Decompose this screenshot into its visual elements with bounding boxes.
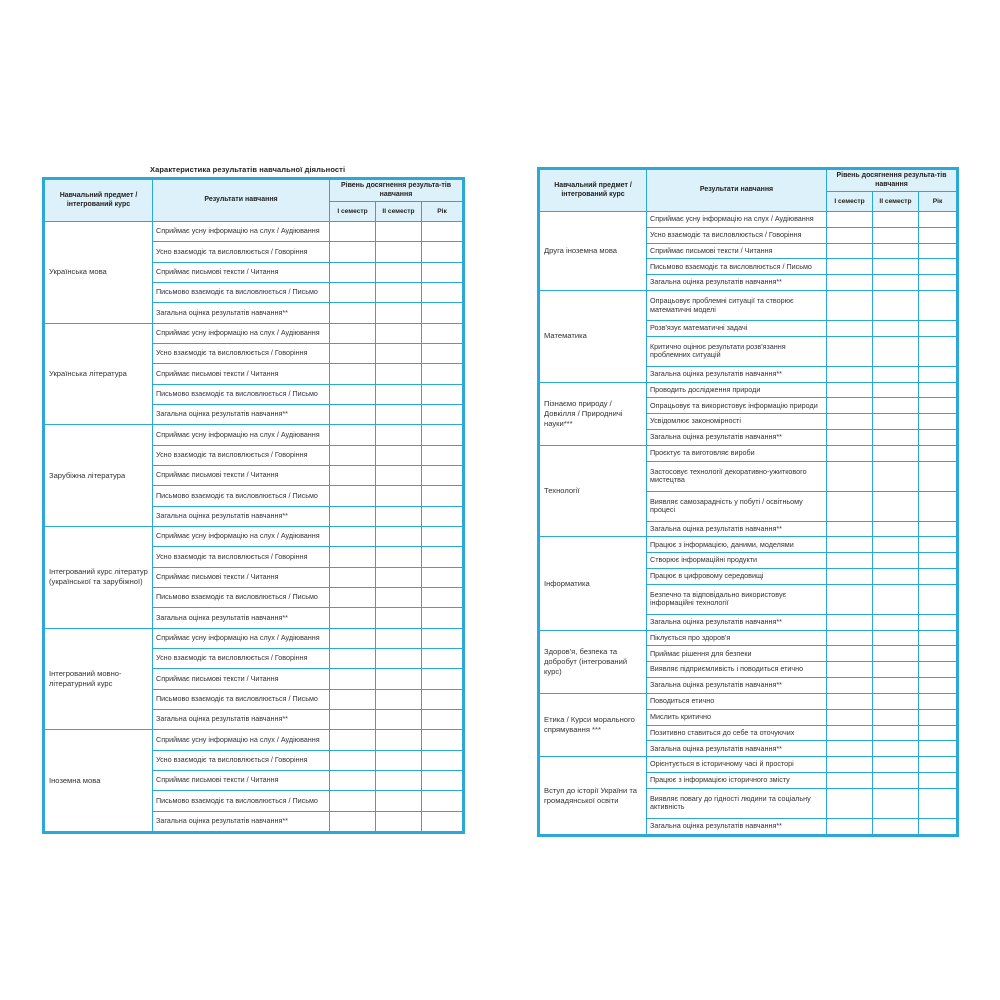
semester-2-cell[interactable] bbox=[376, 750, 422, 770]
result-cell: Виявляє підприємливість і поводиться етично bbox=[647, 662, 827, 678]
result-cell: Сприймає письмові тексти / Читання bbox=[153, 262, 330, 282]
semester-2-cell[interactable] bbox=[873, 741, 919, 757]
semester-2-cell[interactable] bbox=[873, 569, 919, 585]
result-cell: Проводить дослідження природи bbox=[647, 382, 827, 398]
table-row bbox=[540, 537, 957, 553]
table-row bbox=[45, 628, 463, 648]
year-cell[interactable] bbox=[919, 212, 957, 228]
year-cell[interactable] bbox=[422, 222, 463, 242]
semester-2-cell[interactable] bbox=[376, 404, 422, 424]
result-cell: Створює інформаційні продукти bbox=[647, 553, 827, 569]
result-cell: Поводиться етично bbox=[647, 693, 827, 709]
result-cell: Усно взаємодіє та висловлюється / Говоріння bbox=[153, 648, 330, 668]
year-cell[interactable] bbox=[919, 445, 957, 461]
subject-cell: Інтегрований мовно-літературний курс bbox=[45, 628, 153, 730]
result-cell: Усно взаємодіє та висловлюється / Говоріння bbox=[153, 242, 330, 262]
semester-1-cell[interactable] bbox=[330, 689, 376, 709]
year-cell[interactable] bbox=[422, 364, 463, 384]
year-cell[interactable] bbox=[422, 506, 463, 526]
year-cell[interactable] bbox=[422, 770, 463, 790]
year-cell[interactable] bbox=[422, 465, 463, 485]
year-cell[interactable] bbox=[919, 321, 957, 337]
subject-column-header: Навчальний предмет / інтегрований курс bbox=[540, 170, 647, 212]
subject-cell: Друга іноземна мова bbox=[540, 212, 647, 291]
semester-2-cell[interactable] bbox=[376, 486, 422, 506]
year-cell[interactable] bbox=[919, 521, 957, 537]
year-cell[interactable] bbox=[919, 227, 957, 243]
semester-2-cell[interactable] bbox=[376, 709, 422, 729]
year-cell[interactable] bbox=[422, 730, 463, 750]
year-cell[interactable] bbox=[919, 398, 957, 414]
year-cell[interactable] bbox=[919, 366, 957, 382]
result-cell: Письмово взаємодіє та висловлюється / Письмо bbox=[153, 689, 330, 709]
result-cell: Письмово взаємодіє та висловлюється / Письмо bbox=[153, 791, 330, 811]
result-cell: Сприймає усну інформацію на слух / Аудіювання bbox=[153, 526, 330, 546]
table-row bbox=[45, 222, 463, 242]
semester-1-cell[interactable] bbox=[827, 430, 873, 446]
result-cell: Загальна оцінка результатів навчання** bbox=[153, 608, 330, 628]
semester-2-cell[interactable] bbox=[376, 262, 422, 282]
subject-cell: Етика / Курси морального спрямування *** bbox=[540, 693, 647, 756]
result-cell: Загальна оцінка результатів навчання** bbox=[647, 430, 827, 446]
semester-2-cell[interactable] bbox=[376, 730, 422, 750]
semester-2-cell[interactable] bbox=[376, 648, 422, 668]
result-cell: Сприймає усну інформацію на слух / Аудіювання bbox=[647, 212, 827, 228]
result-cell: Критично оцінює результати розв'язання проблемних ситуацій bbox=[647, 336, 827, 366]
semester-1-header: I семестр bbox=[330, 202, 376, 222]
result-cell: Сприймає усну інформацію на слух / Аудіювання bbox=[153, 323, 330, 343]
semester-1-cell[interactable] bbox=[330, 791, 376, 811]
semester-2-cell[interactable] bbox=[376, 364, 422, 384]
result-cell: Виявляє повагу до гідності людини та соціальну активність bbox=[647, 788, 827, 818]
semester-1-cell[interactable] bbox=[827, 321, 873, 337]
year-cell[interactable] bbox=[422, 750, 463, 770]
level-column-header: Рівень досягнення результа-тів навчання bbox=[330, 180, 463, 202]
semester-2-cell[interactable] bbox=[873, 818, 919, 834]
semester-1-cell[interactable] bbox=[330, 262, 376, 282]
semester-2-cell[interactable] bbox=[376, 445, 422, 465]
semester-1-cell[interactable] bbox=[827, 366, 873, 382]
semester-2-cell[interactable] bbox=[873, 382, 919, 398]
result-cell: Загальна оцінка результатів навчання** bbox=[153, 506, 330, 526]
semester-1-cell[interactable] bbox=[827, 521, 873, 537]
semester-2-cell[interactable] bbox=[873, 336, 919, 366]
semester-2-cell[interactable] bbox=[376, 608, 422, 628]
semester-2-cell[interactable] bbox=[873, 291, 919, 321]
subject-cell: Іноземна мова bbox=[45, 730, 153, 832]
semester-1-cell[interactable] bbox=[827, 725, 873, 741]
semester-1-cell[interactable] bbox=[827, 537, 873, 553]
semester-2-cell[interactable] bbox=[376, 791, 422, 811]
semester-1-cell[interactable] bbox=[827, 227, 873, 243]
table-row bbox=[45, 323, 463, 343]
subject-cell: Українська мова bbox=[45, 222, 153, 324]
semester-2-cell[interactable] bbox=[376, 669, 422, 689]
semester-2-cell[interactable] bbox=[376, 628, 422, 648]
semester-1-cell[interactable] bbox=[827, 693, 873, 709]
result-cell: Письмово взаємодіє та висловлюється / Письмо bbox=[153, 587, 330, 607]
semester-2-cell[interactable] bbox=[873, 709, 919, 725]
semester-2-cell[interactable] bbox=[873, 461, 919, 491]
year-cell[interactable] bbox=[422, 384, 463, 404]
semester-1-cell[interactable] bbox=[827, 291, 873, 321]
result-cell: Загальна оцінка результатів навчання** bbox=[647, 275, 827, 291]
table-row bbox=[540, 757, 957, 773]
semester-2-cell[interactable] bbox=[873, 537, 919, 553]
result-cell: Позитивно ставиться до себе та оточуючих bbox=[647, 725, 827, 741]
semester-2-cell[interactable] bbox=[376, 242, 422, 262]
year-cell[interactable] bbox=[422, 709, 463, 729]
year-cell[interactable] bbox=[919, 259, 957, 275]
year-cell[interactable] bbox=[422, 811, 463, 831]
subject-cell: Математика bbox=[540, 291, 647, 383]
semester-1-cell[interactable] bbox=[827, 461, 873, 491]
semester-1-cell[interactable] bbox=[827, 584, 873, 614]
semester-2-cell[interactable] bbox=[376, 689, 422, 709]
semester-1-cell[interactable] bbox=[330, 222, 376, 242]
semester-1-cell[interactable] bbox=[330, 425, 376, 445]
semester-1-cell[interactable] bbox=[827, 678, 873, 694]
level-column-header: Рівень досягнення результа-тів навчання bbox=[827, 170, 957, 192]
semester-2-cell[interactable] bbox=[873, 521, 919, 537]
year-header: Рік bbox=[919, 192, 957, 212]
result-cell: Письмово взаємодіє та висловлюється / Письмо bbox=[153, 282, 330, 302]
result-cell: Сприймає усну інформацію на слух / Аудіювання bbox=[153, 628, 330, 648]
semester-1-cell[interactable] bbox=[827, 491, 873, 521]
year-cell[interactable] bbox=[919, 646, 957, 662]
semester-1-cell[interactable] bbox=[330, 669, 376, 689]
year-cell[interactable] bbox=[919, 291, 957, 321]
result-cell: Приймає рішення для безпеки bbox=[647, 646, 827, 662]
result-cell: Сприймає усну інформацію на слух / Аудіювання bbox=[153, 222, 330, 242]
year-cell[interactable] bbox=[919, 818, 957, 834]
semester-1-cell[interactable] bbox=[827, 709, 873, 725]
year-cell[interactable] bbox=[919, 614, 957, 630]
table-row bbox=[45, 425, 463, 445]
result-cell: Усно взаємодіє та висловлюється / Говоріння bbox=[153, 547, 330, 567]
result-cell: Опрацьовує проблемні ситуації та створює математичні моделі bbox=[647, 291, 827, 321]
result-cell: Усно взаємодіє та висловлюється / Говоріння bbox=[153, 343, 330, 363]
year-cell[interactable] bbox=[422, 628, 463, 648]
semester-2-cell[interactable] bbox=[376, 282, 422, 302]
result-cell: Опрацьовує та використовує інформацію природи bbox=[647, 398, 827, 414]
semester-1-cell[interactable] bbox=[330, 526, 376, 546]
year-cell[interactable] bbox=[919, 461, 957, 491]
left-assessment-table bbox=[42, 177, 465, 834]
subject-cell: Зарубіжна література bbox=[45, 425, 153, 527]
result-cell: Сприймає письмові тексти / Читання bbox=[153, 364, 330, 384]
semester-1-cell[interactable] bbox=[827, 646, 873, 662]
semester-1-cell[interactable] bbox=[330, 364, 376, 384]
semester-2-cell[interactable] bbox=[873, 678, 919, 694]
semester-2-cell[interactable] bbox=[376, 587, 422, 607]
year-cell[interactable] bbox=[422, 303, 463, 323]
subject-cell: Здоров'я, безпека та добробут (інтегрований курс) bbox=[540, 630, 647, 693]
table-row bbox=[540, 212, 957, 228]
result-cell: Усвідомлює закономірності bbox=[647, 414, 827, 430]
year-cell[interactable] bbox=[422, 587, 463, 607]
semester-2-cell[interactable] bbox=[873, 693, 919, 709]
table-row bbox=[540, 382, 957, 398]
semester-1-cell[interactable] bbox=[330, 587, 376, 607]
semester-2-cell[interactable] bbox=[873, 725, 919, 741]
year-cell[interactable] bbox=[919, 662, 957, 678]
subject-cell: Інформатика bbox=[540, 537, 647, 630]
semester-2-cell[interactable] bbox=[873, 212, 919, 228]
subject-cell: Українська література bbox=[45, 323, 153, 425]
year-cell[interactable] bbox=[919, 709, 957, 725]
year-cell[interactable] bbox=[919, 243, 957, 259]
semester-1-cell[interactable] bbox=[330, 323, 376, 343]
semester-1-cell[interactable] bbox=[330, 404, 376, 424]
year-cell[interactable] bbox=[422, 689, 463, 709]
semester-2-cell[interactable] bbox=[873, 788, 919, 818]
year-cell[interactable] bbox=[422, 791, 463, 811]
table-row bbox=[540, 291, 957, 321]
year-cell[interactable] bbox=[422, 608, 463, 628]
result-cell: Сприймає письмові тексти / Читання bbox=[153, 567, 330, 587]
result-cell: Мислить критично bbox=[647, 709, 827, 725]
year-cell[interactable] bbox=[422, 526, 463, 546]
results-column-header: Результати навчання bbox=[153, 180, 330, 222]
result-cell: Загальна оцінка результатів навчання** bbox=[647, 521, 827, 537]
result-cell: Загальна оцінка результатів навчання** bbox=[153, 404, 330, 424]
semester-2-cell[interactable] bbox=[376, 567, 422, 587]
semester-2-cell[interactable] bbox=[873, 259, 919, 275]
semester-1-cell[interactable] bbox=[827, 772, 873, 788]
semester-2-cell[interactable] bbox=[873, 757, 919, 773]
semester-2-cell[interactable] bbox=[873, 430, 919, 446]
semester-2-cell[interactable] bbox=[873, 227, 919, 243]
result-cell: Розв'язує математичні задачі bbox=[647, 321, 827, 337]
year-cell[interactable] bbox=[919, 382, 957, 398]
semester-2-cell[interactable] bbox=[873, 275, 919, 291]
semester-1-cell[interactable] bbox=[330, 750, 376, 770]
semester-1-cell[interactable] bbox=[330, 486, 376, 506]
year-cell[interactable] bbox=[919, 537, 957, 553]
result-cell: Сприймає письмові тексти / Читання bbox=[153, 465, 330, 485]
semester-1-cell[interactable] bbox=[330, 811, 376, 831]
semester-2-header: II семестр bbox=[376, 202, 422, 222]
result-cell: Працює з інформацією, даними, моделями bbox=[647, 537, 827, 553]
year-cell[interactable] bbox=[919, 584, 957, 614]
result-cell: Загальна оцінка результатів навчання** bbox=[647, 366, 827, 382]
result-cell: Загальна оцінка результатів навчання** bbox=[153, 811, 330, 831]
year-cell[interactable] bbox=[919, 491, 957, 521]
semester-2-cell[interactable] bbox=[873, 321, 919, 337]
subject-cell: Вступ до історії України та громадянської освіти bbox=[540, 757, 647, 835]
result-cell: Сприймає усну інформацію на слух / Аудіювання bbox=[153, 425, 330, 445]
semester-2-cell[interactable] bbox=[873, 662, 919, 678]
result-cell: Усно взаємодіє та висловлюється / Говоріння bbox=[153, 750, 330, 770]
semester-2-cell[interactable] bbox=[376, 323, 422, 343]
semester-1-cell[interactable] bbox=[330, 567, 376, 587]
semester-2-cell[interactable] bbox=[873, 414, 919, 430]
result-cell: Загальна оцінка результатів навчання** bbox=[647, 614, 827, 630]
subject-cell: Пізнаємо природу / Довкілля / Природничі науки*** bbox=[540, 382, 647, 445]
semester-1-cell[interactable] bbox=[330, 730, 376, 750]
semester-1-cell[interactable] bbox=[827, 414, 873, 430]
year-cell[interactable] bbox=[919, 741, 957, 757]
year-header: Рік bbox=[422, 202, 463, 222]
semester-1-cell[interactable] bbox=[330, 445, 376, 465]
right-assessment-table bbox=[537, 167, 959, 837]
subject-column-header: Навчальний предмет / інтегрований курс bbox=[45, 180, 153, 222]
year-cell[interactable] bbox=[422, 486, 463, 506]
semester-1-cell[interactable] bbox=[330, 770, 376, 790]
year-cell[interactable] bbox=[919, 569, 957, 585]
result-cell: Письмово взаємодіє та висловлюється / Письмо bbox=[153, 486, 330, 506]
semester-1-cell[interactable] bbox=[330, 303, 376, 323]
year-cell[interactable] bbox=[422, 242, 463, 262]
semester-1-cell[interactable] bbox=[827, 336, 873, 366]
result-cell: Працює з інформацією історичного змісту bbox=[647, 772, 827, 788]
semester-2-cell[interactable] bbox=[873, 398, 919, 414]
semester-2-cell[interactable] bbox=[873, 772, 919, 788]
result-cell: Сприймає усну інформацію на слух / Аудіювання bbox=[153, 730, 330, 750]
result-cell: Письмово взаємодіє та висловлюється / Письмо bbox=[647, 259, 827, 275]
semester-2-cell[interactable] bbox=[376, 770, 422, 790]
result-cell: Піклується про здоров'я bbox=[647, 630, 827, 646]
result-cell: Загальна оцінка результатів навчання** bbox=[647, 741, 827, 757]
semester-1-cell[interactable] bbox=[330, 465, 376, 485]
semester-2-cell[interactable] bbox=[376, 526, 422, 546]
year-cell[interactable] bbox=[919, 430, 957, 446]
year-cell[interactable] bbox=[919, 275, 957, 291]
semester-1-cell[interactable] bbox=[827, 275, 873, 291]
semester-1-cell[interactable] bbox=[827, 445, 873, 461]
semester-2-cell[interactable] bbox=[376, 425, 422, 445]
year-cell[interactable] bbox=[919, 757, 957, 773]
result-cell: Усно взаємодіє та висловлюється / Говоріння bbox=[153, 445, 330, 465]
semester-2-cell[interactable] bbox=[873, 553, 919, 569]
result-cell: Сприймає письмові тексти / Читання bbox=[647, 243, 827, 259]
table-row bbox=[540, 630, 957, 646]
semester-2-cell[interactable] bbox=[873, 491, 919, 521]
table-row bbox=[540, 693, 957, 709]
year-cell[interactable] bbox=[919, 630, 957, 646]
semester-1-cell[interactable] bbox=[330, 608, 376, 628]
result-cell: Загальна оцінка результатів навчання** bbox=[153, 303, 330, 323]
semester-1-header: I семестр bbox=[827, 192, 873, 212]
semester-2-cell[interactable] bbox=[376, 811, 422, 831]
semester-1-cell[interactable] bbox=[330, 384, 376, 404]
semester-1-cell[interactable] bbox=[827, 212, 873, 228]
semester-1-cell[interactable] bbox=[827, 818, 873, 834]
semester-1-cell[interactable] bbox=[827, 788, 873, 818]
year-cell[interactable] bbox=[422, 282, 463, 302]
table-row bbox=[540, 445, 957, 461]
semester-2-cell[interactable] bbox=[873, 243, 919, 259]
year-cell[interactable] bbox=[919, 772, 957, 788]
year-cell[interactable] bbox=[422, 262, 463, 282]
semester-2-cell[interactable] bbox=[376, 465, 422, 485]
result-cell: Орієнтується в історичному часі й просторі bbox=[647, 757, 827, 773]
table-row bbox=[45, 730, 463, 750]
semester-1-cell[interactable] bbox=[827, 382, 873, 398]
result-cell: Загальна оцінка результатів навчання** bbox=[153, 709, 330, 729]
year-cell[interactable] bbox=[919, 725, 957, 741]
year-cell[interactable] bbox=[422, 547, 463, 567]
result-cell: Виявляє самозарадність у побуті / освітньому процесі bbox=[647, 491, 827, 521]
semester-1-cell[interactable] bbox=[827, 741, 873, 757]
year-cell[interactable] bbox=[919, 336, 957, 366]
result-cell: Письмово взаємодіє та висловлюється / Письмо bbox=[153, 384, 330, 404]
result-cell: Загальна оцінка результатів навчання** bbox=[647, 818, 827, 834]
semester-2-cell[interactable] bbox=[873, 445, 919, 461]
result-cell: Працює в цифровому середовищі bbox=[647, 569, 827, 585]
semester-1-cell[interactable] bbox=[827, 757, 873, 773]
table-row bbox=[45, 526, 463, 546]
semester-1-cell[interactable] bbox=[330, 709, 376, 729]
year-cell[interactable] bbox=[919, 693, 957, 709]
semester-1-cell[interactable] bbox=[827, 259, 873, 275]
semester-1-cell[interactable] bbox=[827, 630, 873, 646]
semester-2-cell[interactable] bbox=[376, 343, 422, 363]
semester-1-cell[interactable] bbox=[827, 569, 873, 585]
subject-cell: Інтегрований курс літератур (української та зарубіжної) bbox=[45, 526, 153, 628]
semester-1-cell[interactable] bbox=[330, 648, 376, 668]
year-cell[interactable] bbox=[422, 445, 463, 465]
year-cell[interactable] bbox=[422, 404, 463, 424]
semester-2-header: II семестр bbox=[873, 192, 919, 212]
semester-1-cell[interactable] bbox=[827, 243, 873, 259]
semester-1-cell[interactable] bbox=[827, 662, 873, 678]
semester-2-cell[interactable] bbox=[376, 303, 422, 323]
year-cell[interactable] bbox=[919, 414, 957, 430]
semester-2-cell[interactable] bbox=[873, 366, 919, 382]
year-cell[interactable] bbox=[919, 678, 957, 694]
year-cell[interactable] bbox=[919, 788, 957, 818]
page-title: Характеристика результатів навчальної діяльності bbox=[150, 165, 346, 174]
year-cell[interactable] bbox=[422, 648, 463, 668]
year-cell[interactable] bbox=[422, 567, 463, 587]
semester-2-cell[interactable] bbox=[873, 630, 919, 646]
semester-2-cell[interactable] bbox=[376, 547, 422, 567]
year-cell[interactable] bbox=[422, 323, 463, 343]
result-cell: Безпечно та відповідально використовує інформаційні технології bbox=[647, 584, 827, 614]
year-cell[interactable] bbox=[422, 343, 463, 363]
semester-1-cell[interactable] bbox=[330, 547, 376, 567]
semester-1-cell[interactable] bbox=[330, 343, 376, 363]
result-cell: Загальна оцінка результатів навчання** bbox=[647, 678, 827, 694]
semester-1-cell[interactable] bbox=[330, 506, 376, 526]
year-cell[interactable] bbox=[422, 425, 463, 445]
semester-1-cell[interactable] bbox=[330, 628, 376, 648]
result-cell: Сприймає письмові тексти / Читання bbox=[153, 669, 330, 689]
result-cell: Застосовує технології декоративно-ужиткового мистецтва bbox=[647, 461, 827, 491]
result-cell: Проєктує та виготовляє вироби bbox=[647, 445, 827, 461]
year-cell[interactable] bbox=[422, 669, 463, 689]
semester-1-cell[interactable] bbox=[330, 242, 376, 262]
semester-2-cell[interactable] bbox=[376, 384, 422, 404]
semester-1-cell[interactable] bbox=[827, 614, 873, 630]
results-column-header: Результати навчання bbox=[647, 170, 827, 212]
result-cell: Сприймає письмові тексти / Читання bbox=[153, 770, 330, 790]
semester-2-cell[interactable] bbox=[873, 584, 919, 614]
year-cell[interactable] bbox=[919, 553, 957, 569]
semester-1-cell[interactable] bbox=[827, 398, 873, 414]
subject-cell: Технології bbox=[540, 445, 647, 537]
semester-2-cell[interactable] bbox=[376, 222, 422, 242]
result-cell: Усно взаємодіє та висловлюється / Говоріння bbox=[647, 227, 827, 243]
semester-2-cell[interactable] bbox=[376, 506, 422, 526]
semester-1-cell[interactable] bbox=[330, 282, 376, 302]
semester-2-cell[interactable] bbox=[873, 646, 919, 662]
semester-2-cell[interactable] bbox=[873, 614, 919, 630]
semester-1-cell[interactable] bbox=[827, 553, 873, 569]
